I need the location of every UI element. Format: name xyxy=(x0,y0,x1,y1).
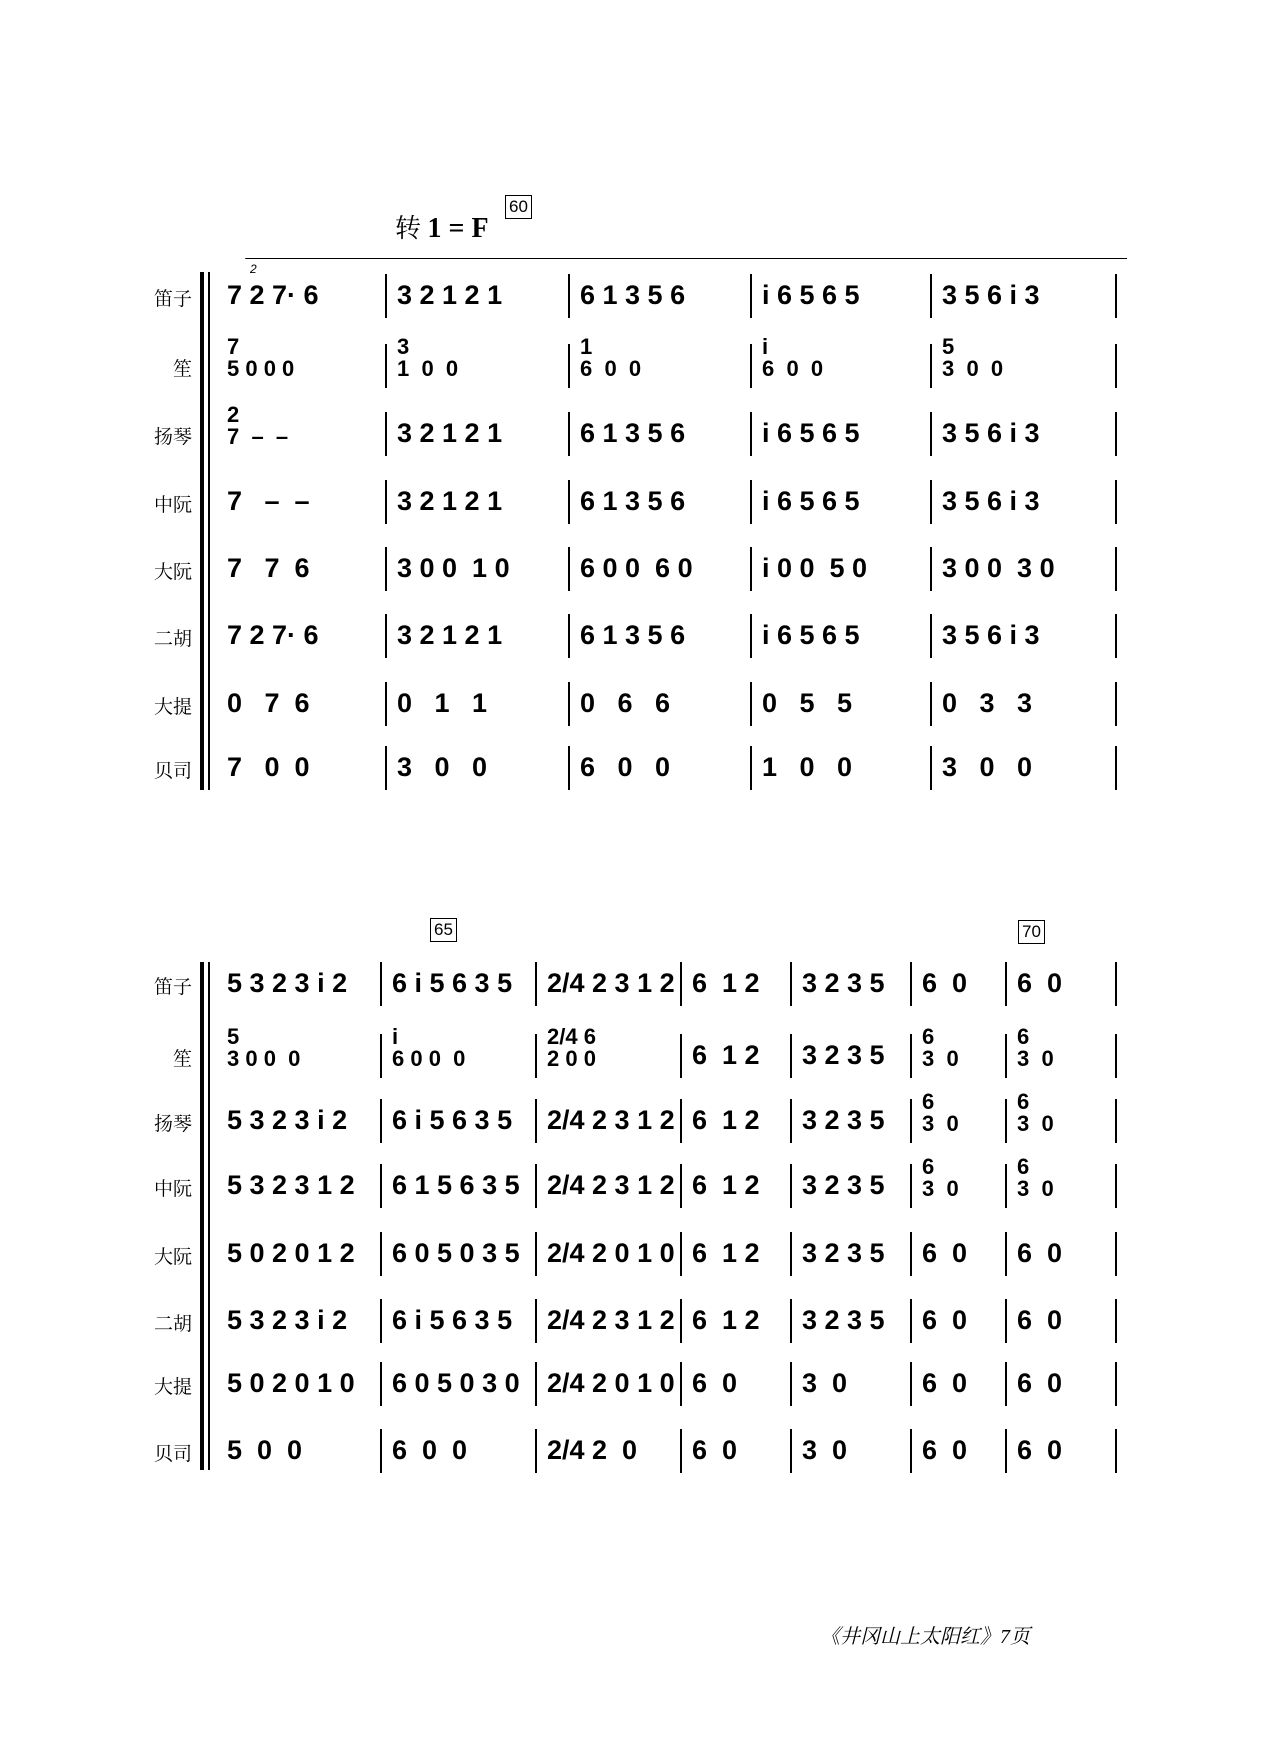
measure-notes: 6 1 2 xyxy=(692,968,760,998)
barline xyxy=(910,1299,912,1343)
measure-notes: 5 3 2 3 i 2 xyxy=(227,1105,348,1135)
barline xyxy=(930,412,932,456)
measure-notes: 2/4 6 2 0 0 xyxy=(547,1024,596,1071)
measure-notes: 0 6 6 xyxy=(580,688,671,718)
measure-notes: 3 5 6 i 3 xyxy=(942,280,1040,310)
barline xyxy=(910,962,912,1006)
measure-notes: 6 0 xyxy=(1017,1305,1063,1335)
measure-notes: 3 2 1 2 1 xyxy=(397,280,503,310)
barline xyxy=(568,746,570,790)
measure-notes: 6 0 5 0 3 5 xyxy=(392,1238,520,1268)
barline xyxy=(680,962,682,1006)
barline xyxy=(930,682,932,726)
barline xyxy=(1115,1232,1117,1276)
measure-notes: 2 7 – – xyxy=(227,402,289,449)
instrument-label: 二胡 xyxy=(153,1314,192,1335)
measure-notes: 3 2 3 5 xyxy=(802,1040,885,1070)
measure-notes: 6 0 xyxy=(692,1368,738,1398)
measure-notes: 6 0 xyxy=(1017,968,1063,998)
barline xyxy=(535,962,537,1006)
measure-notes: 6 0 xyxy=(1017,1435,1063,1465)
system-bracket-inner xyxy=(208,962,210,1470)
measure-notes: i 6 0 0 0 xyxy=(392,1024,466,1071)
measure-notes: 6 3 0 xyxy=(922,1024,959,1071)
instrument-label: 大提 xyxy=(153,1377,192,1398)
barline xyxy=(380,1429,382,1473)
measure-notes: 3 2 3 5 xyxy=(802,1238,885,1268)
barline xyxy=(535,1099,537,1143)
measure-notes: 5 3 2 3 1 2 xyxy=(227,1170,355,1200)
barline xyxy=(380,1034,382,1078)
barline xyxy=(750,682,752,726)
barline xyxy=(790,962,792,1006)
barline xyxy=(680,1164,682,1208)
measure-notes: 3 2 3 5 xyxy=(802,1105,885,1135)
measure-notes: 2/4 2 3 1 2 xyxy=(547,1170,675,1200)
measure-notes: 6 0 xyxy=(922,1305,968,1335)
instrument-label: 笛子 xyxy=(153,977,192,998)
barline xyxy=(535,1299,537,1343)
barline xyxy=(1115,344,1117,388)
instrument-label: 二胡 xyxy=(153,629,192,650)
barline xyxy=(1005,1034,1007,1078)
barline xyxy=(535,1362,537,1406)
measure-notes: 6 1 5 6 3 5 xyxy=(392,1170,520,1200)
barline xyxy=(380,1299,382,1343)
measure-notes: 6 0 xyxy=(1017,1238,1063,1268)
measure-notes: 3 5 6 i 3 xyxy=(942,418,1040,448)
barline xyxy=(568,274,570,318)
barline xyxy=(930,547,932,591)
measure-notes: 7 7 6 xyxy=(227,553,310,583)
barline xyxy=(535,1034,537,1078)
measure-notes: 0 5 5 xyxy=(762,688,853,718)
barline xyxy=(910,1034,912,1078)
barline xyxy=(750,480,752,524)
barline xyxy=(568,682,570,726)
instrument-label: 扬琴 xyxy=(153,427,192,448)
barline xyxy=(680,1429,682,1473)
barline xyxy=(535,1429,537,1473)
barline xyxy=(750,274,752,318)
system-bracket-inner xyxy=(208,272,210,790)
barline xyxy=(1115,746,1117,790)
measure-notes: 6 3 0 xyxy=(922,1089,959,1136)
measure-notes: 0 3 3 xyxy=(942,688,1033,718)
barline xyxy=(1005,1099,1007,1143)
measure-notes: 1 0 0 xyxy=(762,752,853,782)
measure-notes: 2/4 2 0 xyxy=(547,1435,638,1465)
barline xyxy=(790,1164,792,1208)
measure-notes: 2/4 2 3 1 2 xyxy=(547,1105,675,1135)
barline xyxy=(380,962,382,1006)
barline xyxy=(750,412,752,456)
measure-notes: 6 1 3 5 6 xyxy=(580,280,686,310)
barline xyxy=(1005,1429,1007,1473)
measure-notes: 0 1 1 xyxy=(397,688,488,718)
rehearsal-mark-70: 70 xyxy=(1018,920,1045,944)
barline xyxy=(790,1099,792,1143)
measure-notes: 7 0 0 xyxy=(227,752,310,782)
barline xyxy=(680,1299,682,1343)
barline xyxy=(568,480,570,524)
measure-notes: 6 3 0 xyxy=(1017,1154,1054,1201)
instrument-label: 扬琴 xyxy=(153,1114,192,1135)
rehearsal-mark-60: 60 xyxy=(505,195,532,219)
measure-notes: 6 0 xyxy=(922,1435,968,1465)
measure-notes: 5 3 0 0 xyxy=(942,334,1004,381)
barline xyxy=(1115,274,1117,318)
barline xyxy=(1115,547,1117,591)
measure-notes: 6 0 0 xyxy=(392,1435,468,1465)
measure-notes: 6 0 xyxy=(692,1435,738,1465)
page-footer: 《井冈山上太阳红》7页 xyxy=(820,1626,1030,1648)
barline xyxy=(930,480,932,524)
barline xyxy=(385,547,387,591)
measure-notes: 3 2 3 5 xyxy=(802,1305,885,1335)
barline xyxy=(568,344,570,388)
measure-notes: i 6 5 6 5 xyxy=(762,418,860,448)
barline xyxy=(568,547,570,591)
measure-notes: 6 0 xyxy=(922,1368,968,1398)
phrase-slur xyxy=(245,258,1127,259)
barline xyxy=(1115,1034,1117,1078)
key-change xyxy=(395,208,489,245)
barline xyxy=(930,746,932,790)
measure-notes: 3 1 0 0 xyxy=(397,334,459,381)
measure-notes: 6 1 2 xyxy=(692,1170,760,1200)
barline xyxy=(1005,962,1007,1006)
instrument-label: 中阮 xyxy=(153,495,192,516)
barline xyxy=(790,1034,792,1078)
measure-notes: i 6 5 6 5 xyxy=(762,486,860,516)
measure-notes: 6 0 xyxy=(1017,1368,1063,1398)
barline xyxy=(380,1164,382,1208)
measure-notes: 3 5 6 i 3 xyxy=(942,620,1040,650)
barline xyxy=(680,1232,682,1276)
barline xyxy=(380,1099,382,1143)
barline xyxy=(750,344,752,388)
barline xyxy=(1115,1099,1117,1143)
measure-notes: 6 3 0 xyxy=(1017,1024,1054,1071)
barline xyxy=(1115,480,1117,524)
instrument-label: 笙 xyxy=(172,359,192,380)
instrument-label: 笙 xyxy=(172,1049,192,1070)
measure-notes: 6 0 xyxy=(922,968,968,998)
barline xyxy=(910,1099,912,1143)
measure-notes: 7 2 7· 6 xyxy=(227,620,319,650)
barline xyxy=(1115,614,1117,658)
measure-notes: 6 1 3 5 6 xyxy=(580,418,686,448)
barline xyxy=(1005,1232,1007,1276)
measure-notes: 6 3 0 xyxy=(1017,1089,1054,1136)
measure-notes: 5 3 2 3 i 2 xyxy=(227,1305,348,1335)
barline xyxy=(1005,1164,1007,1208)
barline xyxy=(750,746,752,790)
measure-notes: i 0 0 5 0 xyxy=(762,553,868,583)
barline xyxy=(930,274,932,318)
barline xyxy=(385,344,387,388)
instrument-label: 大阮 xyxy=(153,1247,192,1268)
barline xyxy=(910,1164,912,1208)
key-change-value: 1 = F xyxy=(427,213,489,244)
barline xyxy=(385,682,387,726)
measure-notes: 3 0 0 xyxy=(397,752,488,782)
barline xyxy=(1115,1164,1117,1208)
tuplet-mark: 2 xyxy=(250,262,257,276)
barline xyxy=(385,274,387,318)
measure-notes: i 6 5 6 5 xyxy=(762,620,860,650)
measure-notes: 2/4 2 3 1 2 xyxy=(547,1305,675,1335)
barline xyxy=(1005,1299,1007,1343)
barline xyxy=(385,614,387,658)
measure-notes: 6 i 5 6 3 5 xyxy=(392,1105,513,1135)
barline xyxy=(790,1429,792,1473)
measure-notes: 3 0 xyxy=(802,1435,848,1465)
barline xyxy=(568,412,570,456)
barline xyxy=(750,547,752,591)
measure-notes: 3 0 0 1 0 xyxy=(397,553,510,583)
measure-notes: 6 0 0 xyxy=(580,752,671,782)
measure-notes: 7 2 7· 6 xyxy=(227,280,319,310)
measure-notes: 3 2 1 2 1 xyxy=(397,418,503,448)
measure-notes: 5 3 0 0 0 xyxy=(227,1024,301,1071)
barline xyxy=(790,1299,792,1343)
measure-notes: 3 2 3 5 xyxy=(802,1170,885,1200)
barline xyxy=(1115,1429,1117,1473)
barline xyxy=(380,1232,382,1276)
measure-notes: 6 1 2 xyxy=(692,1238,760,1268)
measure-notes: 2/4 2 0 1 0 xyxy=(547,1238,675,1268)
measure-notes: 5 0 0 xyxy=(227,1435,303,1465)
measure-notes: 6 i 5 6 3 5 xyxy=(392,968,513,998)
barline xyxy=(1005,1362,1007,1406)
barline xyxy=(385,746,387,790)
barline xyxy=(790,1362,792,1406)
barline xyxy=(1115,682,1117,726)
measure-notes: 3 0 0 xyxy=(942,752,1033,782)
barline xyxy=(385,480,387,524)
measure-notes: 6 0 xyxy=(922,1238,968,1268)
instrument-label: 贝司 xyxy=(153,761,192,782)
barline xyxy=(910,1362,912,1406)
measure-notes: 3 0 0 3 0 xyxy=(942,553,1055,583)
measure-notes: 0 7 6 xyxy=(227,688,310,718)
measure-notes: 6 1 2 xyxy=(692,1305,760,1335)
measure-notes: 6 1 2 xyxy=(692,1040,760,1070)
barline xyxy=(910,1429,912,1473)
barline xyxy=(1115,1299,1117,1343)
barline xyxy=(750,614,752,658)
measure-notes: 3 2 1 2 1 xyxy=(397,486,503,516)
measure-notes: 6 0 0 6 0 xyxy=(580,553,693,583)
measure-notes: 3 5 6 i 3 xyxy=(942,486,1040,516)
barline xyxy=(930,344,932,388)
measure-notes: 5 0 2 0 1 2 xyxy=(227,1238,355,1268)
instrument-label: 笛子 xyxy=(153,289,192,310)
measure-notes: 2/4 2 0 1 0 xyxy=(547,1368,675,1398)
barline xyxy=(535,1164,537,1208)
measure-notes: 7 – – xyxy=(227,486,310,516)
system-bracket xyxy=(200,272,204,790)
measure-notes: 6 0 5 0 3 0 xyxy=(392,1368,520,1398)
measure-notes: 6 3 0 xyxy=(922,1154,959,1201)
measure-notes: 3 2 3 5 xyxy=(802,968,885,998)
measure-notes: 1 6 0 0 xyxy=(580,334,642,381)
barline xyxy=(1115,1362,1117,1406)
measure-notes: 3 2 1 2 1 xyxy=(397,620,503,650)
barline xyxy=(680,1362,682,1406)
instrument-label: 贝司 xyxy=(153,1444,192,1465)
barline xyxy=(385,412,387,456)
system-bracket xyxy=(200,962,204,1470)
measure-notes: 5 0 2 0 1 0 xyxy=(227,1368,355,1398)
barline xyxy=(790,1232,792,1276)
barline xyxy=(930,614,932,658)
barline xyxy=(535,1232,537,1276)
barline xyxy=(680,1099,682,1143)
measure-notes: 6 1 2 xyxy=(692,1105,760,1135)
measure-notes: 7 5 0 0 0 xyxy=(227,334,295,381)
barline xyxy=(680,1034,682,1078)
key-change-prefix: 转 xyxy=(395,214,422,243)
instrument-label: 大阮 xyxy=(153,562,192,583)
barline xyxy=(910,1232,912,1276)
measure-notes: 5 3 2 3 i 2 xyxy=(227,968,348,998)
measure-notes: 6 i 5 6 3 5 xyxy=(392,1305,513,1335)
measure-notes: i 6 0 0 xyxy=(762,334,824,381)
measure-notes: i 6 5 6 5 xyxy=(762,280,860,310)
barline xyxy=(568,614,570,658)
instrument-label: 大提 xyxy=(153,697,192,718)
barline xyxy=(380,1362,382,1406)
barline xyxy=(1115,962,1117,1006)
measure-notes: 6 1 3 5 6 xyxy=(580,620,686,650)
instrument-label: 中阮 xyxy=(153,1179,192,1200)
rehearsal-mark-65: 65 xyxy=(430,918,457,942)
measure-notes: 3 0 xyxy=(802,1368,848,1398)
measure-notes: 6 1 3 5 6 xyxy=(580,486,686,516)
measure-notes: 2/4 2 3 1 2 xyxy=(547,968,675,998)
barline xyxy=(1115,412,1117,456)
